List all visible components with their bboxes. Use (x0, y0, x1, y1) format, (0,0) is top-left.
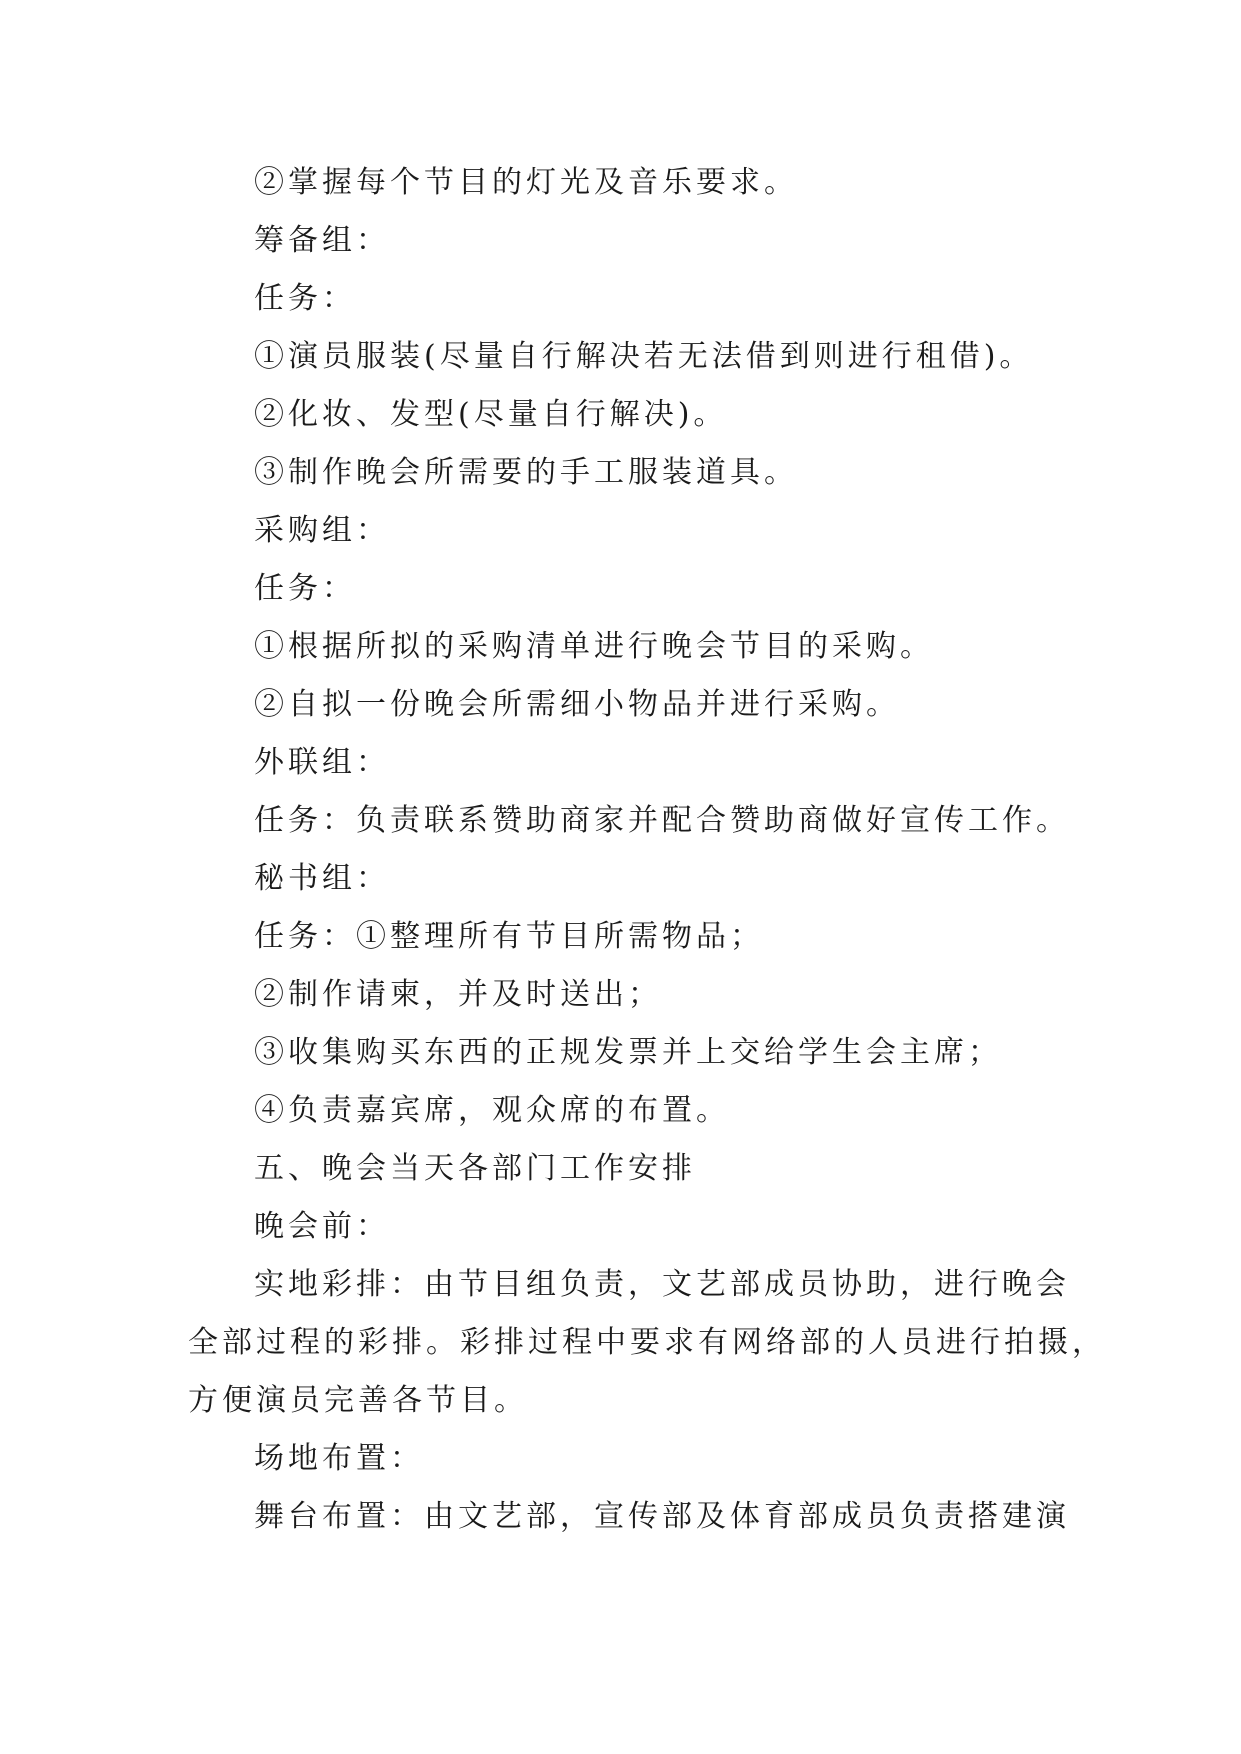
section-heading: 秘书组： (254, 861, 390, 896)
section-heading: 外联组： (254, 745, 390, 780)
section-heading: 筹备组： (254, 223, 390, 258)
paragraph-line: 舞台布置：由文艺部，宣传部及体育部成员负责搭建演 (254, 1499, 1070, 1534)
paragraph-line: ②自拟一份晚会所需细小物品并进行采购。 (254, 687, 900, 722)
paragraph-line: ②化妆、发型(尽量自行解决)。 (254, 397, 728, 432)
section-heading: 采购组： (254, 513, 390, 548)
paragraph-line: 全部过程的彩排。彩排过程中要求有网络部的人员进行拍摄， (188, 1325, 1106, 1360)
paragraph-line: ③制作晚会所需要的手工服装道具。 (254, 455, 798, 490)
paragraph-line: 任务：①整理所有节目所需物品； (254, 919, 764, 954)
paragraph-line: 任务： (254, 281, 356, 316)
paragraph-line: 任务：负责联系赞助商家并配合赞助商做好宣传工作。 (254, 803, 1070, 838)
paragraph-line: 实地彩排：由节目组负责，文艺部成员协助，进行晚会 (254, 1267, 1070, 1302)
paragraph-line: 晚会前： (254, 1209, 390, 1244)
section-heading: 五、晚会当天各部门工作安排 (254, 1151, 696, 1186)
paragraph-line: 任务： (254, 571, 356, 606)
paragraph-line: ③收集购买东西的正规发票并上交给学生会主席； (254, 1035, 1002, 1070)
paragraph-line: ②掌握每个节目的灯光及音乐要求。 (254, 165, 798, 200)
paragraph-line: ①根据所拟的采购清单进行晚会节目的采购。 (254, 629, 934, 664)
paragraph-line: ④负责嘉宾席，观众席的布置。 (254, 1093, 730, 1128)
paragraph-line: 场地布置： (254, 1441, 424, 1476)
paragraph-line: ①演员服装(尽量自行解决若无法借到则进行租借)。 (254, 339, 1034, 374)
paragraph-line: ②制作请柬，并及时送出； (254, 977, 662, 1012)
paragraph-line: 方便演员完善各节目。 (188, 1383, 528, 1418)
